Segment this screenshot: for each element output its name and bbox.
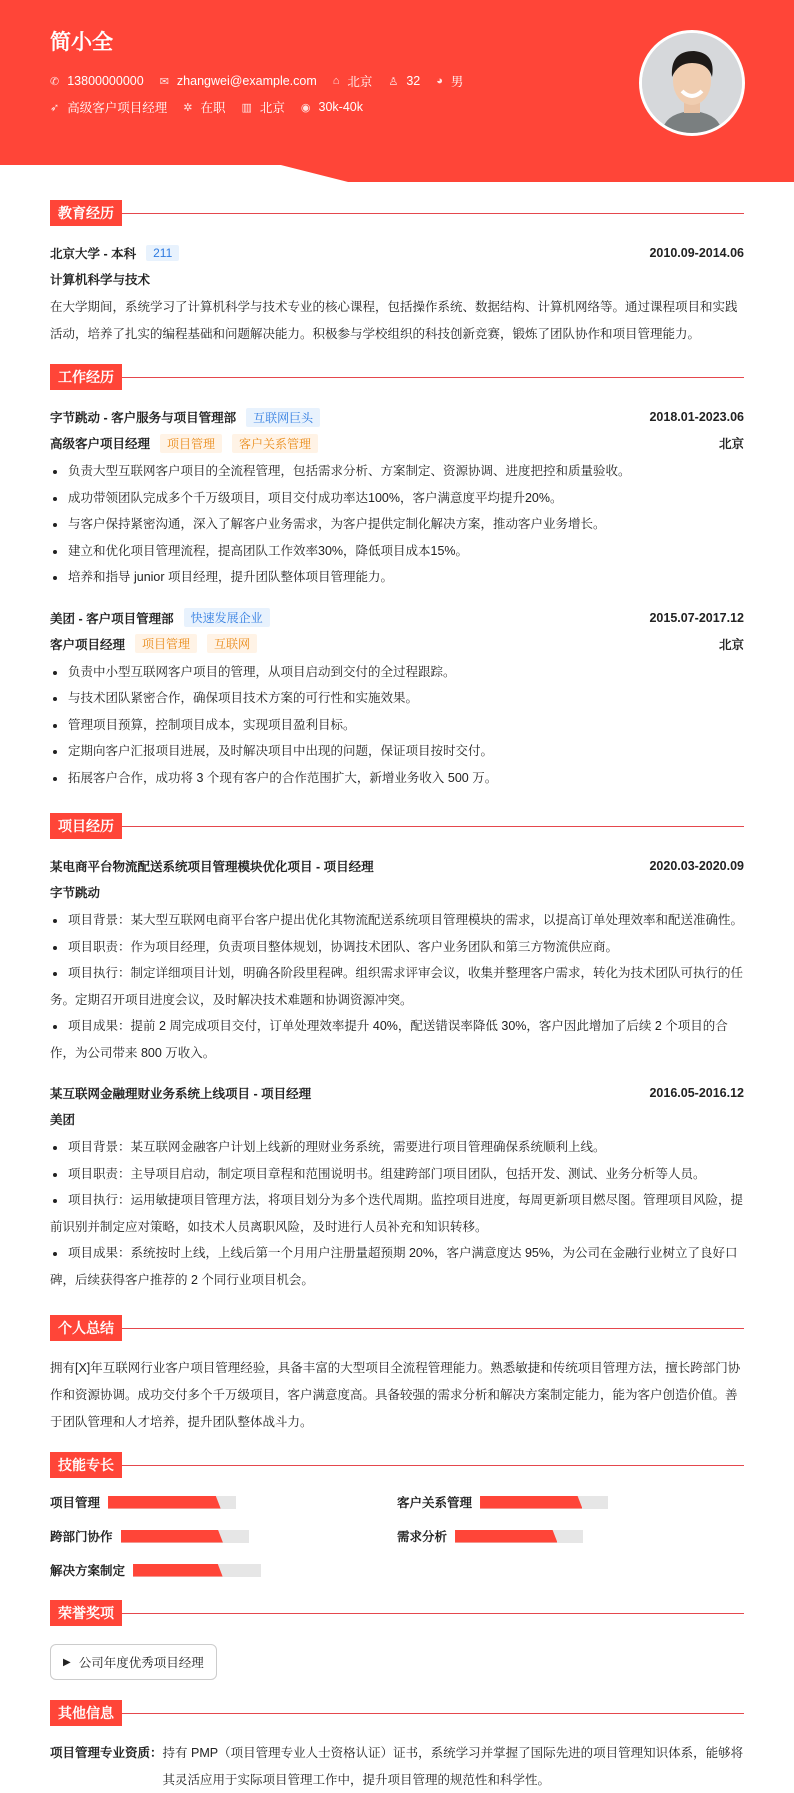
skill-bar bbox=[108, 1496, 236, 1509]
skill-bar bbox=[133, 1564, 261, 1577]
skill-name: 跨部门协作 bbox=[50, 1530, 113, 1544]
list-item: 项目成果：系统按时上线，上线后第一个月用户注册量超预期 20%，客户满意度达 95%，为公司在金融行业树立了良好口碑，后续获得客户推荐的 2 个同行业项目机会。 bbox=[50, 1240, 744, 1293]
summary-text: 拥有[X]年互联网行业客户项目管理经验，具备丰富的大型项目全流程管理能力。熟悉敏捷和传统项目管理方法，擅长跨部门协作和资源协调。成功交付多个千万级项目，客户满意度高。具备较强的需求分析和解决方案制定能力，能为客户创造价值。善于团队管理和人才培养，提升团队整体战斗力。 bbox=[50, 1361, 741, 1429]
work-bullets bbox=[50, 458, 744, 591]
list-item: 项目职责：作为项目经理，负责项目整体规划，协调技术团队、客户业务团队和第三方物流供应商。 bbox=[50, 934, 744, 961]
list-item: 负责大型互联网客户项目的全流程管理，包括需求分析、方案制定、资源协调、进度把控和质量验收。 bbox=[50, 458, 744, 485]
project-bullets bbox=[50, 907, 744, 1066]
skill-name: 客户关系管理 bbox=[397, 1496, 473, 1510]
phone: 13800000000 bbox=[67, 74, 144, 88]
salary-icon: ◉ bbox=[300, 101, 311, 114]
company-group bbox=[50, 408, 320, 427]
work-date: 2015.07-2017.12 bbox=[649, 610, 744, 625]
skill-bar-fill bbox=[108, 1496, 221, 1509]
position: 高级客户项目经理 bbox=[67, 101, 168, 115]
role: 高级客户项目经理 bbox=[50, 437, 151, 451]
role: 客户项目经理 bbox=[50, 637, 126, 652]
skill-bar-fill bbox=[480, 1496, 582, 1509]
avatar bbox=[639, 30, 745, 136]
project-company bbox=[50, 1106, 744, 1132]
work-date: 2018.01-2023.06 bbox=[649, 410, 744, 424]
project-date: 2016.05-2016.12 bbox=[649, 1086, 744, 1100]
company-tag: 快速发展企业 bbox=[184, 608, 270, 627]
school-tag: 211 bbox=[146, 245, 179, 261]
target-city: 北京 bbox=[259, 101, 285, 115]
skill-bar-fill bbox=[455, 1530, 557, 1543]
role-group bbox=[50, 434, 318, 453]
salary: 30k-40k bbox=[318, 100, 363, 114]
list-item: 项目执行：运用敏捷项目管理方法，将项目划分为多个迭代周期。监控项目进度，每周更新项目燃尽图。管理项目风险，提前识别并制定应对策略，如技术人员离职风险，及时进行人员补充和知识转移。 bbox=[50, 1187, 744, 1240]
list-item: 管理项目预算，控制项目成本，实现项目盈利目标。 bbox=[50, 712, 744, 739]
section-awards: 荣誉奖项 bbox=[50, 1600, 744, 1626]
section-education: 教育经历 bbox=[50, 200, 744, 226]
other-info: 项目管理专业资质： 持有 PMP（项目管理专业人士资格认证）证书，系统学习并掌握了国际先进的项目管理知识体系，能够将其灵活应用于实际项目管理工作中，提升项目管理的规范性和科学性。 bbox=[50, 1746, 744, 1787]
role-group bbox=[50, 634, 257, 653]
spacer bbox=[50, 1066, 744, 1080]
list-item: 拓展客户合作，成功将 3 个现有客户的合作范围扩大，新增业务收入 500 万。 bbox=[50, 765, 744, 792]
project-title-row bbox=[50, 1080, 744, 1106]
age-icon: ♙ bbox=[388, 75, 399, 88]
phone-icon: ✆ bbox=[50, 75, 60, 88]
list-item: 与技术团队紧密合作，确保项目技术方案的可行性和实施效果。 bbox=[50, 685, 744, 712]
work-role-row bbox=[50, 631, 744, 657]
section-other: 其他信息 bbox=[50, 1700, 744, 1726]
project-date: 2020.03-2020.09 bbox=[649, 859, 744, 873]
mail-icon: ✉ bbox=[159, 75, 169, 88]
list-item: 建立和优化项目管理流程，提高团队工作效率30%，降低项目成本15%。 bbox=[50, 538, 744, 565]
age: 32 bbox=[406, 74, 421, 88]
resume-body bbox=[50, 184, 744, 1793]
section-projects: 项目经历 bbox=[50, 813, 744, 839]
company: 字节跳动 - 客户服务与项目管理部 bbox=[50, 411, 237, 425]
list-item: 项目成果：提前 2 周完成项目交付，订单处理效率提升 40%，配送错误率降低 30%，客户因此增加了后续 2 个项目的合作，为公司带来 800 万收入。 bbox=[50, 1013, 744, 1066]
role-tag: 项目管理 bbox=[160, 434, 222, 453]
skill-bar bbox=[121, 1530, 249, 1543]
list-item: 项目执行：制定详细项目计划，明确各阶段里程碑。组织需求评审会议，收集并整理客户需求，转化为技术团队可执行的任务。定期召开项目进度会议，及时解决技术难题和协调资源冲突。 bbox=[50, 960, 744, 1013]
city: 北京 bbox=[347, 75, 373, 89]
project-title: 某互联网金融理财业务系统上线项目 - 项目经理 bbox=[50, 1087, 312, 1101]
section-skills: 技能专长 bbox=[50, 1452, 744, 1478]
gender: 男 bbox=[450, 75, 464, 89]
list-item: 项目背景：某互联网金融客户计划上线新的理财业务系统，需要进行项目管理确保系统顺利上线。 bbox=[50, 1134, 744, 1161]
list-item: 项目职责：主导项目启动，制定项目章程和范围说明书。组建跨部门项目团队，包括开发、测试、业务分析等人员。 bbox=[50, 1161, 744, 1188]
role-tag: 项目管理 bbox=[135, 634, 197, 653]
list-item: 定期向客户汇报项目进展，及时解决项目中出现的问题，保证项目按时交付。 bbox=[50, 738, 744, 765]
company: 字节跳动 bbox=[50, 886, 101, 900]
list-item: 成功带领团队完成多个千万级项目，项目交付成功率达100%，客户满意度平均提升20%。 bbox=[50, 485, 744, 512]
list-item: 与客户保持紧密沟通，深入了解客户业务需求，为客户提供定制化解决方案，推动客户业务增长。 bbox=[50, 511, 744, 538]
award-item[interactable]: ▶ 公司年度优秀项目经理 bbox=[50, 1644, 217, 1680]
skill-name: 项目管理 bbox=[50, 1496, 101, 1510]
project-company bbox=[50, 879, 744, 905]
spacer bbox=[50, 591, 744, 605]
major: 计算机科学与技术 bbox=[50, 273, 151, 287]
education-date: 2010.09-2014.06 bbox=[649, 246, 744, 260]
list-item: 培养和指导 junior 项目经理，提升团队整体项目管理能力。 bbox=[50, 564, 744, 591]
skill-item bbox=[397, 1492, 744, 1512]
send-icon: ➶ bbox=[50, 101, 60, 114]
work-bullets bbox=[50, 659, 744, 792]
gear-icon: ✲ bbox=[183, 101, 193, 114]
building-icon: ▥ bbox=[241, 101, 252, 114]
skill-bar-fill bbox=[133, 1564, 223, 1577]
project-bullets bbox=[50, 1134, 744, 1293]
skill-item bbox=[50, 1526, 397, 1546]
intent-row bbox=[50, 98, 379, 116]
work-list bbox=[50, 404, 744, 791]
work-company-row bbox=[50, 404, 744, 430]
email: zhangwei@example.com bbox=[176, 74, 317, 88]
contact-row bbox=[50, 72, 479, 90]
project-list bbox=[50, 853, 744, 1293]
skill-bar-fill bbox=[121, 1530, 223, 1543]
skill-item bbox=[50, 1560, 397, 1580]
section-work: 工作经历 bbox=[50, 364, 744, 390]
company-tag: 互联网巨头 bbox=[246, 408, 320, 427]
project-title: 某电商平台物流配送系统项目管理模块优化项目 - 项目经理 bbox=[50, 860, 374, 874]
skill-bar bbox=[455, 1530, 583, 1543]
role-tag: 互联网 bbox=[207, 634, 257, 653]
status: 在职 bbox=[200, 101, 226, 115]
section-summary: 个人总结 bbox=[50, 1315, 744, 1341]
work-city: 北京 bbox=[718, 437, 744, 451]
triangle-right-icon: ▶ bbox=[63, 1656, 71, 1668]
company: 美团 bbox=[50, 1113, 76, 1127]
list-item: 项目背景：某大型互联网电商平台客户提出优化其物流配送系统项目管理模块的需求，以提高订单处理效率和配送准确性。 bbox=[50, 907, 744, 934]
role-tag: 客户关系管理 bbox=[232, 434, 318, 453]
work-role-row bbox=[50, 430, 744, 456]
work-city: 北京 bbox=[718, 637, 744, 652]
home-icon: ⌂ bbox=[332, 75, 340, 87]
skill-name: 需求分析 bbox=[397, 1530, 448, 1544]
company: 美团 - 客户项目管理部 bbox=[50, 611, 174, 626]
resume-header bbox=[0, 0, 794, 182]
candidate-name: 简小全 bbox=[50, 31, 113, 54]
education-row bbox=[50, 240, 744, 266]
skill-bar bbox=[480, 1496, 608, 1509]
skill-name: 解决方案制定 bbox=[50, 1564, 126, 1578]
company-group bbox=[50, 608, 270, 627]
list-item: 负责中小型互联网客户项目的管理，从项目启动到交付的全过程跟踪。 bbox=[50, 659, 744, 686]
work-company-row bbox=[50, 605, 744, 631]
header-decoration bbox=[0, 165, 360, 185]
skill-item bbox=[50, 1492, 397, 1512]
skill-item bbox=[397, 1526, 744, 1546]
gender-icon: ◕ bbox=[436, 75, 443, 87]
skills-grid bbox=[50, 1492, 744, 1580]
school: 北京大学 - 本科 bbox=[50, 247, 137, 261]
project-title-row bbox=[50, 853, 744, 879]
education-desc: 在大学期间，系统学习了计算机科学与技术专业的核心课程，包括操作系统、数据结构、计算机网络等。通过课程项目和实践活动，培养了扎实的编程基础和问题解决能力。积极参与学校组织的科技创新竞赛，锻炼了团队协作和项目管理能力。 bbox=[50, 300, 738, 341]
